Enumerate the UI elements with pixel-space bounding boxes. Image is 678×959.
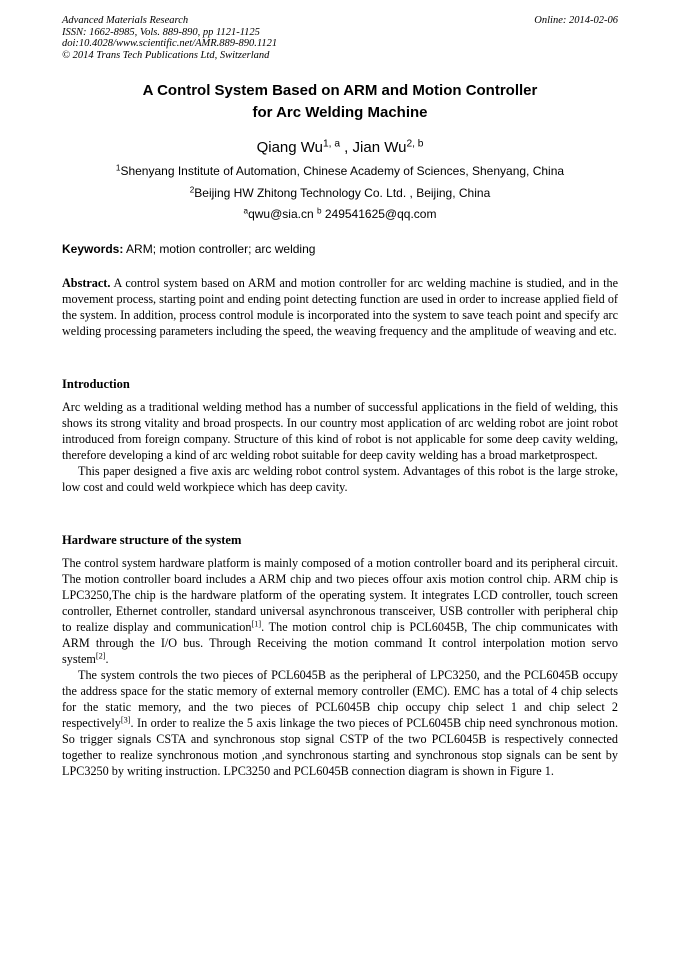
paragraph-text: . xyxy=(105,652,109,666)
keywords-text: ARM; motion controller; arc welding xyxy=(123,242,316,256)
author-separator: , xyxy=(340,139,353,156)
author-name: Jian Wu xyxy=(352,139,407,156)
affiliation-superscript: 1 xyxy=(115,163,121,173)
email-address: 249541625@qq.com xyxy=(324,207,437,221)
paragraph-text: . The motion control chip is PCL6045B, The chip communicates with ARM through the I/O bus. Through Receiving the motion command It control interpolation motion servo system xyxy=(62,620,618,666)
title-line-1: A Control System Based on ARM and Motion Controller xyxy=(142,82,538,99)
paragraph-text: The control system hardware platform is mainly composed of a motion controller board and its peripheral circuit. The motion controller board includes a ARM chip and two pieces offour axis motion control chip. ARM chip is LPC3250,The chip is the hardware platform of the operating system. It integrates LCD controller, touch screen controller, Ethernet controller, standard universal asynchronous transceiver, USB controller with peripheral chip to realize display and communication xyxy=(62,556,618,634)
author-list xyxy=(62,138,618,158)
body-paragraph: Arc welding as a traditional welding method has a number of successful applications in the field of welding, this shows its strong vitality and broad prospects. In our country most application of arc welding robot are joint robot introduced from foreign company. Structure of this kind of robot is not applicable for some deep cavity welding, therefore developing a kind of arc welding robot suitable for deep cavity welding has a broad marketprospect. xyxy=(62,400,618,462)
abstract-text: A control system based on ARM and motion controller for arc welding machine is studied, and in the movement process, starting point and ending point detecting function are used in order to increase applied field of the system. In addition, process control module is incorporated into the system to save teach point and specify arc welding processing parameters including the speed, the weaving frequency and the amplitude of weaving and etc. xyxy=(62,276,618,338)
abstract-label: Abstract. xyxy=(62,276,111,290)
journal-header xyxy=(62,15,618,61)
keywords-line xyxy=(62,241,618,257)
copyright-line: © 2014 Trans Tech Publications Ltd, Switzerland xyxy=(62,49,270,61)
online-date: Online: 2014-02-06 xyxy=(534,15,618,26)
affiliation-superscript: 2 xyxy=(189,185,195,195)
paragraph-text: . In order to realize the 5 axis linkage the two pieces of PCL6045B chip need synchronous motion. So trigger signals CSTA and synchronous stop signal CSTP of the two PCL6045B is respectively connected together to realize synchronous motion ,and synchronous starting and synchronous stop signals can be sent by LPC3250 by writing instruction. LPC3250 and PCL6045B connection diagram is shown in Figure 1. xyxy=(62,716,618,778)
body-paragraph: This paper designed a five axis arc welding robot control system. Advantages of this robot is the large stroke, low cost and could weld workpiece which has deep cavity. xyxy=(62,464,618,494)
affiliation-2 xyxy=(62,185,618,201)
citation-ref: [2] xyxy=(95,651,106,661)
section-heading-introduction: Introduction xyxy=(62,377,130,391)
doi-line: doi:10.4028/www.scientific.net/AMR.889-890.1121 xyxy=(62,38,278,49)
affiliation-text: Beijing HW Zhitong Technology Co. Ltd. , Beijing, China xyxy=(194,186,491,200)
abstract-paragraph xyxy=(62,275,618,339)
keywords-label: Keywords: xyxy=(62,242,124,256)
email-address: qwu@sia.cn xyxy=(248,207,314,221)
introduction-section xyxy=(62,399,618,495)
author-emails xyxy=(62,206,618,222)
issn-line: ISSN: 1662-8985, Vols. 889-890, pp 1121-1125 xyxy=(62,26,260,38)
journal-name: Advanced Materials Research xyxy=(62,15,189,26)
citation-ref: [3] xyxy=(120,715,131,725)
author-superscript: 2, b xyxy=(406,138,424,150)
citation-ref: [1] xyxy=(251,619,262,629)
title-line-2: for Arc Welding Machine xyxy=(252,104,428,121)
affiliation-1 xyxy=(62,163,618,179)
hardware-section xyxy=(62,555,618,779)
email-superscript: a xyxy=(243,206,249,216)
body-paragraph xyxy=(62,667,618,779)
paragraph-text: The system controls the two pieces of PCL6045B as the peripheral of LPC3250, and the PCL6045B occupy the address space for the static memory of external memory controller (EMC). EMC has a total of 4 chip selects for the static memory, and the two pieces of PCL6045B chip occupy chip select 1 and chip select 2 respectively xyxy=(62,668,618,730)
affiliation-text: Shenyang Institute of Automation, Chinese Academy of Sciences, Shenyang, China xyxy=(120,164,565,178)
paper-title xyxy=(62,80,618,124)
author-name: Qiang Wu xyxy=(256,139,323,156)
body-paragraph xyxy=(62,555,618,667)
email-superscript: b xyxy=(316,206,322,216)
section-heading-hardware: Hardware structure of the system xyxy=(62,533,242,547)
author-superscript: 1, a xyxy=(323,138,340,150)
